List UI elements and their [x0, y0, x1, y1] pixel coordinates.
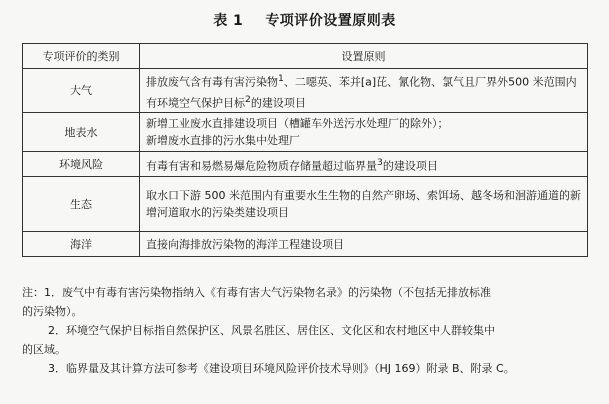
footnotes — [22, 283, 588, 378]
category-cell: 海洋 — [23, 232, 140, 257]
table-title — [0, 10, 609, 30]
principle-cell: 有毒有害和易燃易爆危险物质存储量超过临界量$^3$的建设项目 — [140, 152, 588, 177]
category-cell: 地表水 — [23, 113, 140, 152]
footnote-3: 3．临界量及其计算方法可参考《建设项目环境风险评价技术导则》（HJ 169）附录 B、附录 C。 — [48, 362, 515, 375]
footnote-2: 2．环境空气保护目标指自然保护区、风景名胜区、居住区、文化区和农村地区中人群较集中 — [48, 324, 495, 337]
table-row — [23, 232, 588, 257]
principle-cell: 取水口下游 500 米范围内有重要水生生物的自然产卵场、索饵场、越冬场和洄游通道的新增河道取水的污染类建设项目 — [140, 177, 588, 232]
principles-table — [22, 43, 588, 257]
table-row — [23, 69, 588, 113]
table-number: 表 1 — [213, 13, 244, 29]
table-header-row — [23, 44, 588, 69]
footnote-1: 注：1．废气中有毒有害污染物指纳入《有毒有害大气污染物名录》的污染物（不包括无排放标准 的污染物）。 — [22, 286, 491, 318]
header-category: 专项评价的类别 — [23, 44, 140, 69]
table-row — [23, 152, 588, 177]
category-cell: 环境风险 — [23, 152, 140, 177]
table-caption: 专项评价设置原则表 — [265, 13, 396, 29]
footnote-2-cont: 的区域。 — [22, 343, 66, 356]
category-cell: 大气 — [23, 69, 140, 113]
category-cell: 生态 — [23, 177, 140, 232]
header-principle: 设置原则 — [140, 44, 588, 69]
principle-cell: 直接向海排放污染物的海洋工程建设项目 — [140, 232, 588, 257]
principle-cell: 新增工业废水直排建设项目（槽罐车外送污水处理厂的除外）； 新增废水直排的污水集中处理厂 — [140, 113, 588, 152]
table-row — [23, 113, 588, 152]
principle-cell: 排放废气含有毒有害污染物$^1$、二噁英、苯并[a]芘、氰化物、氯气且厂界外500 米范围内有环境空气保护目标$^2$的建设项目 — [140, 69, 588, 113]
table-row — [23, 177, 588, 232]
